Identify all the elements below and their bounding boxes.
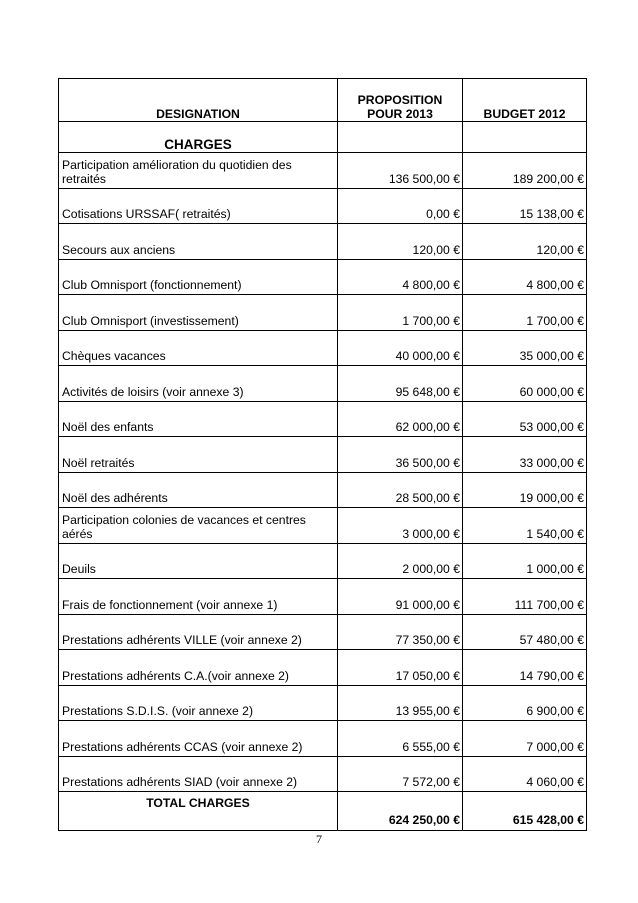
table-row — [59, 579, 587, 615]
table-row — [59, 543, 587, 579]
header-row — [59, 79, 587, 122]
header-budget: BUDGET 2012 — [463, 79, 587, 122]
row-budget: 111 700,00 € — [463, 579, 587, 615]
row-label: Prestations adhérents C.A.(voir annexe 2) — [59, 650, 338, 686]
row-label: Participation amélioration du quotidien des retraités — [59, 153, 338, 189]
table-row — [59, 756, 587, 792]
row-budget: 1 540,00 € — [463, 508, 587, 544]
row-label: Cotisations URSSAF( retraités) — [59, 188, 338, 224]
row-proposition: 40 000,00 € — [338, 330, 463, 366]
section-row — [59, 122, 587, 153]
total-row — [59, 792, 587, 831]
row-budget: 35 000,00 € — [463, 330, 587, 366]
row-budget: 14 790,00 € — [463, 650, 587, 686]
row-proposition: 7 572,00 € — [338, 756, 463, 792]
row-budget: 15 138,00 € — [463, 188, 587, 224]
table-row — [59, 295, 587, 331]
row-proposition: 120,00 € — [338, 224, 463, 260]
row-proposition: 3 000,00 € — [338, 508, 463, 544]
row-label: Deuils — [59, 543, 338, 579]
table-row — [59, 188, 587, 224]
row-proposition: 2 000,00 € — [338, 543, 463, 579]
row-proposition: 62 000,00 € — [338, 401, 463, 437]
row-label: Club Omnisport (investissement) — [59, 295, 338, 331]
row-label: Frais de fonctionnement (voir annexe 1) — [59, 579, 338, 615]
row-budget: 6 900,00 € — [463, 685, 587, 721]
total-proposition: 624 250,00 € — [338, 792, 463, 831]
row-proposition: 1 700,00 € — [338, 295, 463, 331]
row-budget: 33 000,00 € — [463, 437, 587, 473]
row-budget: 189 200,00 € — [463, 153, 587, 189]
total-budget: 615 428,00 € — [463, 792, 587, 831]
table-row — [59, 472, 587, 508]
row-label: Prestations adhérents CCAS (voir annexe 2) — [59, 721, 338, 757]
table-row — [59, 224, 587, 260]
row-label: Prestations adhérents VILLE (voir annexe 2) — [59, 614, 338, 650]
header-proposition-line2: POUR 2013 — [367, 107, 433, 121]
row-label: Noël des adhérents — [59, 472, 338, 508]
total-label: TOTAL CHARGES — [59, 792, 338, 831]
table-row — [59, 508, 587, 544]
table-row — [59, 437, 587, 473]
row-proposition: 0,00 € — [338, 188, 463, 224]
row-proposition: 36 500,00 € — [338, 437, 463, 473]
row-budget: 19 000,00 € — [463, 472, 587, 508]
row-budget: 7 000,00 € — [463, 721, 587, 757]
row-label: Activités de loisirs (voir annexe 3) — [59, 366, 338, 402]
row-label: Prestations S.D.I.S. (voir annexe 2) — [59, 685, 338, 721]
row-proposition: 4 800,00 € — [338, 259, 463, 295]
row-proposition: 95 648,00 € — [338, 366, 463, 402]
row-label: Prestations adhérents SIAD (voir annexe 2) — [59, 756, 338, 792]
budget-table — [58, 78, 587, 831]
row-budget: 1 000,00 € — [463, 543, 587, 579]
table-row — [59, 401, 587, 437]
table-row — [59, 153, 587, 189]
table-row — [59, 366, 587, 402]
row-budget: 60 000,00 € — [463, 366, 587, 402]
table-row — [59, 330, 587, 366]
section-label: CHARGES — [59, 122, 338, 153]
table-row — [59, 721, 587, 757]
row-proposition: 17 050,00 € — [338, 650, 463, 686]
section-empty-cell — [338, 122, 463, 153]
row-budget: 4 800,00 € — [463, 259, 587, 295]
row-proposition: 28 500,00 € — [338, 472, 463, 508]
row-budget: 1 700,00 € — [463, 295, 587, 331]
row-label: Chèques vacances — [59, 330, 338, 366]
row-proposition: 136 500,00 € — [338, 153, 463, 189]
row-budget: 4 060,00 € — [463, 756, 587, 792]
header-proposition-line1: PROPOSITION — [357, 93, 443, 107]
row-label: Club Omnisport (fonctionnement) — [59, 259, 338, 295]
row-budget: 53 000,00 € — [463, 401, 587, 437]
row-label: Noël des enfants — [59, 401, 338, 437]
section-empty-cell — [463, 122, 587, 153]
table-row — [59, 685, 587, 721]
table-row — [59, 614, 587, 650]
row-label: Noël retraités — [59, 437, 338, 473]
row-proposition: 91 000,00 € — [338, 579, 463, 615]
row-proposition: 13 955,00 € — [338, 685, 463, 721]
row-budget: 57 480,00 € — [463, 614, 587, 650]
row-budget: 120,00 € — [463, 224, 587, 260]
table-row — [59, 259, 587, 295]
row-label: Secours aux anciens — [59, 224, 338, 260]
row-proposition: 77 350,00 € — [338, 614, 463, 650]
table-row — [59, 650, 587, 686]
header-proposition — [338, 79, 463, 122]
row-label: Participation colonies de vacances et centres aérés — [59, 508, 338, 544]
header-designation: DESIGNATION — [59, 79, 338, 122]
page-number: 7 — [316, 832, 322, 846]
row-proposition: 6 555,00 € — [338, 721, 463, 757]
